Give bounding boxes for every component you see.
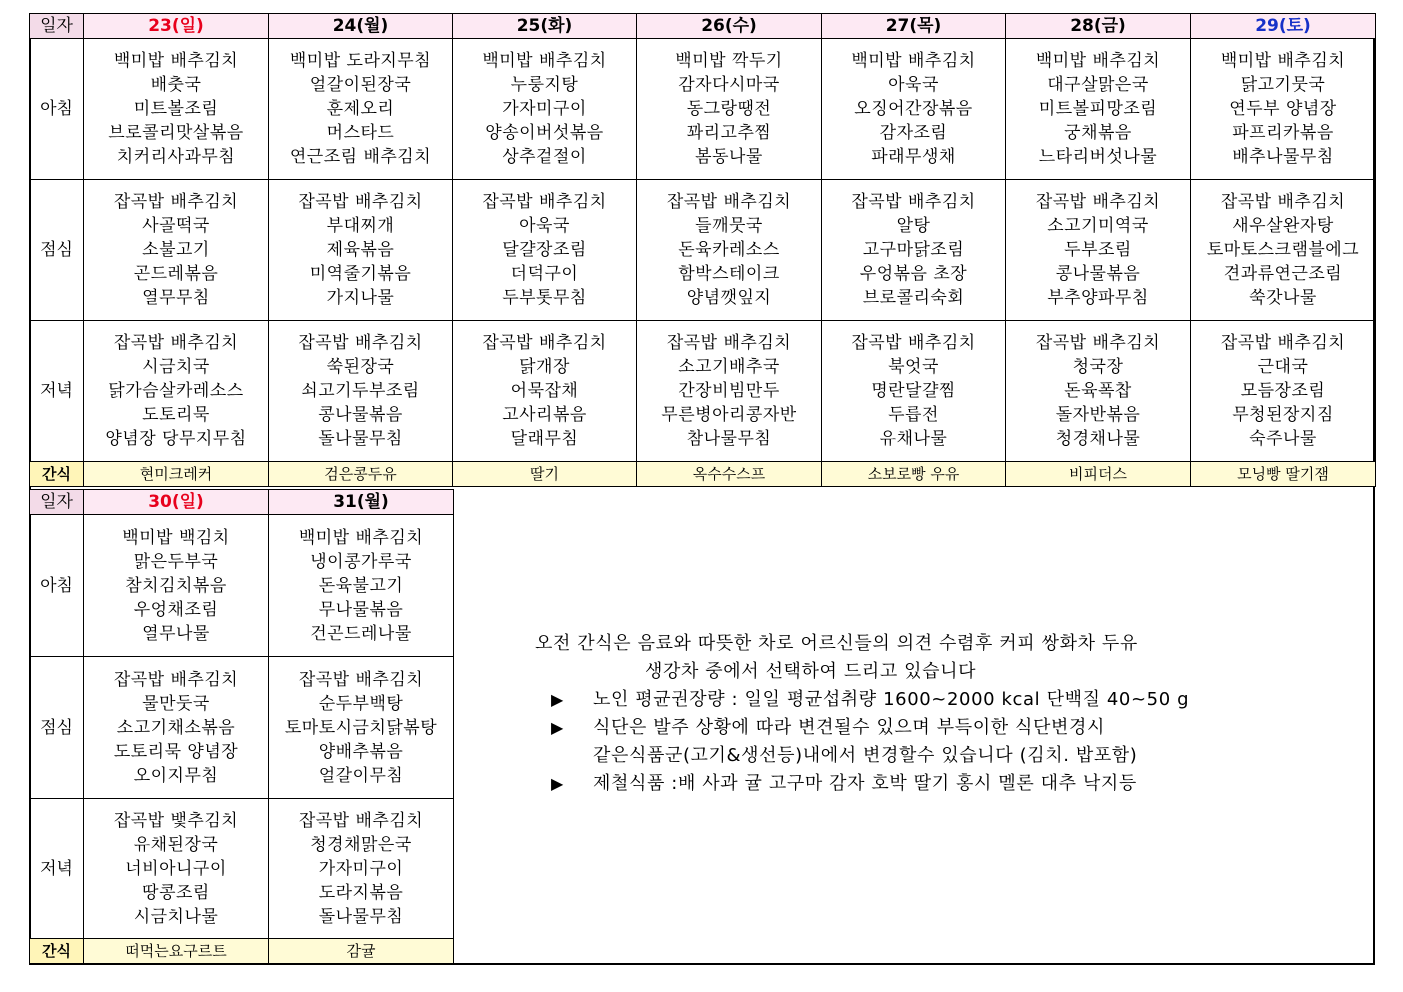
breakfast-cell — [637, 39, 822, 180]
week2-menu-table — [29, 489, 454, 964]
menu-item: 돌나물무침 — [318, 906, 404, 927]
menu-item: 두릅전 — [888, 405, 939, 425]
menu-item: 오징어간장볶음 — [854, 99, 973, 119]
menu-item: 양념깻잎지 — [686, 288, 772, 308]
menu-item: 오이지무침 — [133, 765, 219, 786]
dinner-cell — [822, 321, 1006, 462]
snack-cell: 비피더스 — [1006, 462, 1191, 487]
menu-item: 잡곡밥 배추김치 — [113, 192, 239, 212]
menu-item: 얼갈이된장국 — [309, 75, 412, 95]
menu-item: 돈육폭찹 — [1064, 381, 1132, 401]
dinner-row — [30, 799, 454, 939]
notes-bullet-seasonal-text: 제철식품 :배 사과 귤 고구마 감자 호박 딸기 홍시 멜론 대추 낙지등 — [593, 773, 1137, 794]
menu-item: 건곤드레나물 — [310, 623, 412, 644]
menu-item: 양념장 당무지무침 — [105, 429, 247, 449]
date-label: 일자 — [30, 14, 84, 39]
day-header: 27(목) — [822, 14, 1006, 39]
menu-item: 시금치나물 — [133, 906, 219, 927]
menu-item: 소고기미역국 — [1047, 216, 1149, 236]
triangle-right-icon: ▶ — [551, 774, 564, 793]
menu-item: 백미밥 배추김치 — [851, 51, 976, 71]
lunch-cell — [84, 657, 269, 799]
menu-item: 견과류연근조림 — [1223, 264, 1343, 284]
menu-item: 소고기채소볶음 — [116, 717, 236, 738]
menu-item: 아욱국 — [888, 75, 939, 95]
menu-item: 치커리사과무침 — [116, 147, 236, 167]
menu-item: 배춧국 — [150, 75, 202, 95]
menu-item: 근대국 — [1257, 357, 1309, 377]
menu-item: 양송이버섯볶음 — [485, 123, 604, 143]
triangle-right-icon: ▶ — [551, 690, 564, 709]
menu-item: 잡곡밥 배추김치 — [298, 810, 424, 831]
menu-item: 잡곡밥 배추김치 — [1220, 333, 1346, 353]
menu-item: 미역줄기볶음 — [309, 264, 412, 284]
menu-item: 잡곡밥 배추김치 — [113, 669, 239, 690]
notes-bullet-nutrition-text: 노인 평균권장량 : 일일 평균섭취량 1600~2000 kcal 단백질 40~50 g — [593, 689, 1190, 710]
menu-item: 토마토스크램블에그 — [1206, 240, 1360, 260]
day-header: 26(수) — [637, 14, 822, 39]
snack-cell: 감귤 — [269, 939, 454, 964]
snack-row — [30, 939, 454, 964]
menu-item: 미트볼피망조림 — [1038, 99, 1158, 119]
lunch-cell — [1006, 180, 1191, 321]
lunch-cell — [84, 180, 269, 321]
menu-item: 돈육카레소스 — [678, 240, 780, 260]
date-header-row — [30, 490, 454, 515]
dinner-cell — [269, 321, 453, 462]
date-header-row — [30, 14, 1376, 39]
menu-item: 두부톳무침 — [502, 288, 587, 308]
menu-item: 잡곡밥 배추김치 — [1035, 333, 1161, 353]
menu-item: 유채나물 — [879, 429, 948, 449]
menu-item: 잡곡밥 배추김치 — [113, 333, 239, 353]
menu-item: 새우살완자탕 — [1232, 216, 1334, 236]
snack-row — [30, 462, 1376, 487]
menu-item: 두부조림 — [1064, 240, 1132, 260]
snack-cell: 떠먹는요구르트 — [84, 939, 269, 964]
menu-item: 소고기배추국 — [678, 357, 780, 377]
menu-item: 모듬장조림 — [1240, 381, 1326, 401]
snack-label: 간식 — [30, 462, 84, 487]
menu-item: 상추겉절이 — [502, 147, 587, 167]
lunch-cell — [637, 180, 822, 321]
menu-item: 백미밥 배추김치 — [113, 51, 239, 71]
dinner-cell — [84, 799, 269, 939]
dinner-cell — [84, 321, 269, 462]
breakfast-cell — [1191, 39, 1376, 180]
menu-item: 감자조림 — [879, 123, 948, 143]
day-header: 29(토) — [1191, 14, 1376, 39]
menu-item: 잡곡밥 배추김치 — [482, 192, 607, 212]
dinner-row — [30, 321, 1376, 462]
menu-item: 함박스테이크 — [678, 264, 780, 284]
menu-item: 곤드레볶음 — [133, 264, 219, 284]
dinner-cell — [1006, 321, 1191, 462]
menu-item: 백미밥 배추김치 — [1035, 51, 1161, 71]
menu-item: 잡곡밥 배추김치 — [1035, 192, 1161, 212]
menu-item: 백미밥 도라지무침 — [289, 51, 432, 71]
menu-item: 참나물무침 — [686, 429, 772, 449]
dinner-cell — [1191, 321, 1376, 462]
menu-item: 돌자반볶음 — [1055, 405, 1141, 425]
lunch-row — [30, 657, 454, 799]
snack-cell: 딸기 — [453, 462, 637, 487]
menu-item: 달래무침 — [510, 429, 579, 449]
breakfast-cell — [1006, 39, 1191, 180]
menu-item: 파래무생채 — [871, 147, 956, 167]
menu-item: 간장비빔만두 — [678, 381, 780, 401]
breakfast-row — [30, 39, 1376, 180]
triangle-right-icon: ▶ — [551, 718, 564, 737]
snack-cell: 옥수수스프 — [637, 462, 822, 487]
menu-item: 느타리버섯나물 — [1038, 147, 1158, 167]
menu-item: 잡곡밥 배추김치 — [666, 333, 792, 353]
menu-item: 쇠고기두부조림 — [301, 381, 420, 401]
menu-item: 도토리묵 — [142, 405, 210, 425]
day-header: 28(금) — [1006, 14, 1191, 39]
lunch-cell — [453, 180, 637, 321]
day-header: 24(월) — [269, 14, 453, 39]
breakfast-label: 아침 — [30, 515, 84, 657]
menu-item: 열무나물 — [142, 623, 210, 644]
menu-item: 부대찌개 — [326, 216, 395, 236]
menu-item: 닭개장 — [519, 357, 570, 377]
notes-panel — [535, 630, 1355, 798]
menu-item: 우엉채조림 — [133, 599, 219, 620]
menu-item: 너비아니구이 — [125, 858, 227, 879]
menu-item: 동그랑땡전 — [686, 99, 772, 119]
menu-item: 배추나물무침 — [1232, 147, 1334, 167]
notes-bullet-change-text: 식단은 발주 상황에 따라 변견될수 있으며 부득이한 식단변경시 — [593, 717, 1105, 738]
notes-bullet-nutrition — [535, 686, 1355, 714]
breakfast-cell — [269, 515, 454, 657]
menu-item: 닭가슴살카레소스 — [108, 381, 244, 401]
day-header: 30(일) — [84, 490, 269, 515]
menu-item: 땅콩조림 — [142, 882, 210, 903]
dinner-cell — [453, 321, 637, 462]
menu-item: 달걀장조림 — [502, 240, 587, 260]
menu-item: 참치김치볶음 — [125, 575, 227, 596]
day-header: 25(화) — [453, 14, 637, 39]
menu-item: 들깨뭇국 — [695, 216, 763, 236]
menu-item: 브로콜리맛살볶음 — [108, 123, 244, 143]
menu-item: 무청된장지짐 — [1232, 405, 1334, 425]
menu-item: 미트볼조림 — [133, 99, 219, 119]
menu-item: 파프리카볶음 — [1232, 123, 1334, 143]
lunch-label: 점심 — [30, 657, 84, 799]
menu-item: 고사리볶음 — [502, 405, 587, 425]
menu-item: 순두부백탕 — [318, 693, 404, 714]
menu-item: 콩나물볶음 — [318, 405, 403, 425]
date-label: 일자 — [30, 490, 84, 515]
breakfast-row — [30, 515, 454, 657]
dinner-cell — [637, 321, 822, 462]
menu-item: 연근조림 배추김치 — [289, 147, 432, 167]
breakfast-label: 아침 — [30, 39, 84, 180]
menu-item: 냉이콩가루국 — [310, 551, 412, 572]
breakfast-cell — [822, 39, 1006, 180]
menu-item: 토마토시금치닭볶탕 — [284, 717, 438, 738]
menu-item: 콩나물볶음 — [1055, 264, 1141, 284]
menu-item: 가자미구이 — [502, 99, 587, 119]
menu-item: 연두부 양념장 — [1229, 99, 1337, 119]
menu-item: 머스타드 — [326, 123, 395, 143]
breakfast-cell — [84, 515, 269, 657]
menu-item: 더덕구이 — [510, 264, 579, 284]
lunch-row — [30, 180, 1376, 321]
menu-item: 도토리묵 양념장 — [113, 741, 239, 762]
menu-item: 잡곡밥 배추김치 — [851, 192, 976, 212]
menu-item: 가자미구이 — [318, 858, 404, 879]
menu-item: 얼갈이무침 — [318, 765, 404, 786]
menu-item: 우엉볶음 초장 — [859, 264, 968, 284]
menu-item: 돌나물무침 — [318, 429, 403, 449]
menu-item: 백미밥 배추김치 — [1220, 51, 1346, 71]
menu-item: 백미밥 배추김치 — [298, 527, 424, 548]
lunch-cell — [822, 180, 1006, 321]
snack-cell: 소보로빵 우유 — [822, 462, 1006, 487]
menu-item: 물만둣국 — [142, 693, 210, 714]
breakfast-cell — [84, 39, 269, 180]
menu-item: 아욱국 — [519, 216, 570, 236]
menu-item: 무나물볶음 — [318, 599, 404, 620]
menu-item: 봄동나물 — [695, 147, 763, 167]
menu-item: 유채된장국 — [133, 834, 219, 855]
menu-item: 숙주나물 — [1249, 429, 1317, 449]
menu-item: 청경채나물 — [1055, 429, 1141, 449]
menu-item: 대구살맑은국 — [1047, 75, 1149, 95]
menu-item: 고구마닭조림 — [862, 240, 965, 260]
dinner-cell — [269, 799, 454, 939]
day-header: 23(일) — [84, 14, 269, 39]
menu-item: 잡곡밥 뱇추김치 — [113, 810, 239, 831]
menu-item: 사골떡국 — [142, 216, 210, 236]
lunch-cell — [269, 180, 453, 321]
notes-bullet-change — [535, 714, 1355, 742]
menu-item: 열무무침 — [142, 288, 210, 308]
menu-item: 쑥갓나물 — [1249, 288, 1317, 308]
menu-item: 백미밥 깍두기 — [675, 51, 783, 71]
menu-item: 북엇국 — [888, 357, 939, 377]
day-header: 31(월) — [269, 490, 454, 515]
menu-item: 훈제오리 — [326, 99, 395, 119]
lunch-label: 점심 — [30, 180, 84, 321]
breakfast-cell — [269, 39, 453, 180]
lunch-cell — [269, 657, 454, 799]
menu-item: 어묵잡채 — [510, 381, 579, 401]
menu-item: 잡곡밥 배추김치 — [482, 333, 607, 353]
menu-item: 감자다시마국 — [678, 75, 780, 95]
menu-item: 부추양파무침 — [1047, 288, 1149, 308]
dinner-label: 저녁 — [30, 321, 84, 462]
notes-bullet-seasonal — [535, 770, 1355, 798]
dinner-label: 저녁 — [30, 799, 84, 939]
notes-line1: 오전 간식은 음료와 따뜻한 차로 어르신들의 의견 수렴후 커피 쌍화차 두유 — [535, 633, 1138, 654]
lunch-cell — [1191, 180, 1376, 321]
menu-item: 백미밥 백김치 — [122, 527, 230, 548]
menu-item: 무른병아리콩자반 — [661, 405, 797, 425]
week1-menu-table — [29, 13, 1376, 487]
menu-item: 잡곡밥 배추김치 — [666, 192, 792, 212]
breakfast-cell — [453, 39, 637, 180]
menu-item: 청국장 — [1072, 357, 1124, 377]
menu-item: 양배추볶음 — [318, 741, 404, 762]
snack-cell: 검은콩두유 — [269, 462, 453, 487]
menu-item: 알탕 — [896, 216, 931, 236]
menu-item: 소불고기 — [142, 240, 210, 260]
menu-item: 도라지볶음 — [318, 882, 404, 903]
snack-cell: 모닝빵 딸기잼 — [1191, 462, 1376, 487]
menu-item: 잡곡밥 배추김치 — [851, 333, 976, 353]
menu-item: 잡곡밥 배추김치 — [298, 192, 423, 212]
snack-label: 간식 — [30, 939, 84, 964]
snack-cell: 현미크레커 — [84, 462, 269, 487]
menu-item: 가지나물 — [326, 288, 395, 308]
menu-item: 쑥된장국 — [326, 357, 395, 377]
menu-item: 시금치국 — [142, 357, 210, 377]
menu-item: 브로콜리숙회 — [862, 288, 965, 308]
menu-item: 청경채맑은국 — [310, 834, 412, 855]
notes-line2: 생강차 중에서 선택하여 드리고 있습니다 — [645, 661, 977, 682]
menu-item: 잡곡밥 배추김치 — [298, 333, 423, 353]
menu-item: 잡곡밥 배추김치 — [298, 669, 424, 690]
menu-item: 잡곡밥 배추김치 — [1220, 192, 1346, 212]
menu-item: 명란달걀찜 — [871, 381, 956, 401]
menu-item: 꽈리고추찜 — [686, 123, 772, 143]
menu-item: 누룽지탕 — [510, 75, 579, 95]
menu-item: 백미밥 배추김치 — [482, 51, 607, 71]
menu-item: 맑은두부국 — [133, 551, 219, 572]
menu-item: 궁채볶음 — [1064, 123, 1132, 143]
menu-item: 닭고기뭇국 — [1240, 75, 1326, 95]
menu-item: 제육볶음 — [326, 240, 395, 260]
menu-item: 돈육불고기 — [318, 575, 404, 596]
notes-bullet-change-cont: 같은식품군(고기&생선등)내에서 변경할수 있습니다 (김치. 밥포함) — [593, 745, 1138, 766]
